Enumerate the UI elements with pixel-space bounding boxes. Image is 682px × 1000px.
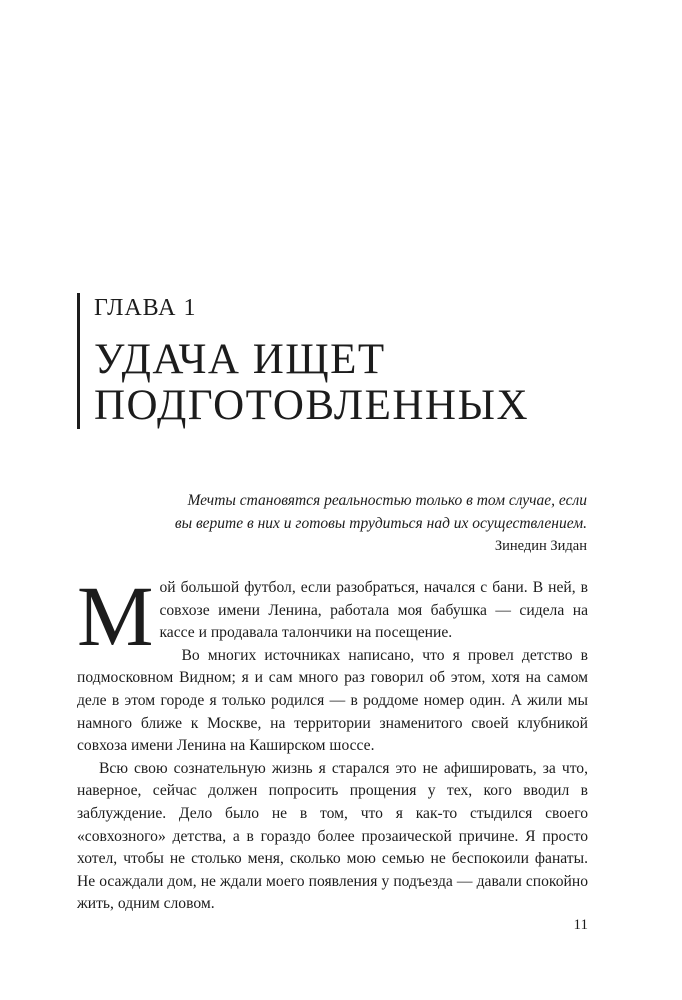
epigraph-author: Зинедин Зидан — [494, 538, 587, 554]
chapter-title-line-2: ПОДГОТОВЛЕННЫХ — [94, 382, 530, 429]
page-number: 11 — [573, 917, 588, 933]
chapter-label: ГЛАВА 1 — [94, 295, 197, 321]
body-text — [77, 568, 588, 916]
chapter-title-line-1: УДАЧА ИЩЕТ — [94, 336, 386, 383]
chapter-heading — [77, 293, 654, 429]
chapter-title — [94, 337, 654, 429]
paragraph-1 — [77, 568, 588, 664]
epigraph-line-2: вы верите в них и готовы трудиться над их осуществлением. — [174, 515, 587, 532]
epigraph — [120, 489, 587, 558]
paragraph-2: Во многих источниках написано, что я провел детство в подмосковном Видном; я и сам много раз говорил об этом, хотя на самом деле в этом городе я только родился — в роддоме номер один. А жили мы намного ближе к Москве, на территории знаменитого своей клубникой совхоза имени Ленина на Каширском шоссе. — [77, 646, 588, 755]
paragraph-3: Всю свою сознательную жизнь я старался это не афишировать, за что, наверное, сейчас должен попросить прощения у тех, кого вводил в заблуждение. Дело было не в том, что я как-то стыдился своего «совхозного» детства, а в гораздо более прозаической причине. Я просто хотел, чтобы не столько меня, сколько мою семью не беспокоили фанаты. Не осаждали дом, не ждали моего появления у подъезда — давали спокойно жить, одним словом. — [77, 759, 588, 913]
paragraph-1-text: ой большой футбол, если разобраться, начался с бани. В ней, в совхозе имени Ленина, работала моя бабушка — сидела на кассе и продавала талончики на посещение. — [159, 579, 588, 642]
drop-cap: М — [77, 568, 154, 664]
epigraph-line-1: Мечты становятся реальностью только в том случае, если — [187, 492, 587, 509]
